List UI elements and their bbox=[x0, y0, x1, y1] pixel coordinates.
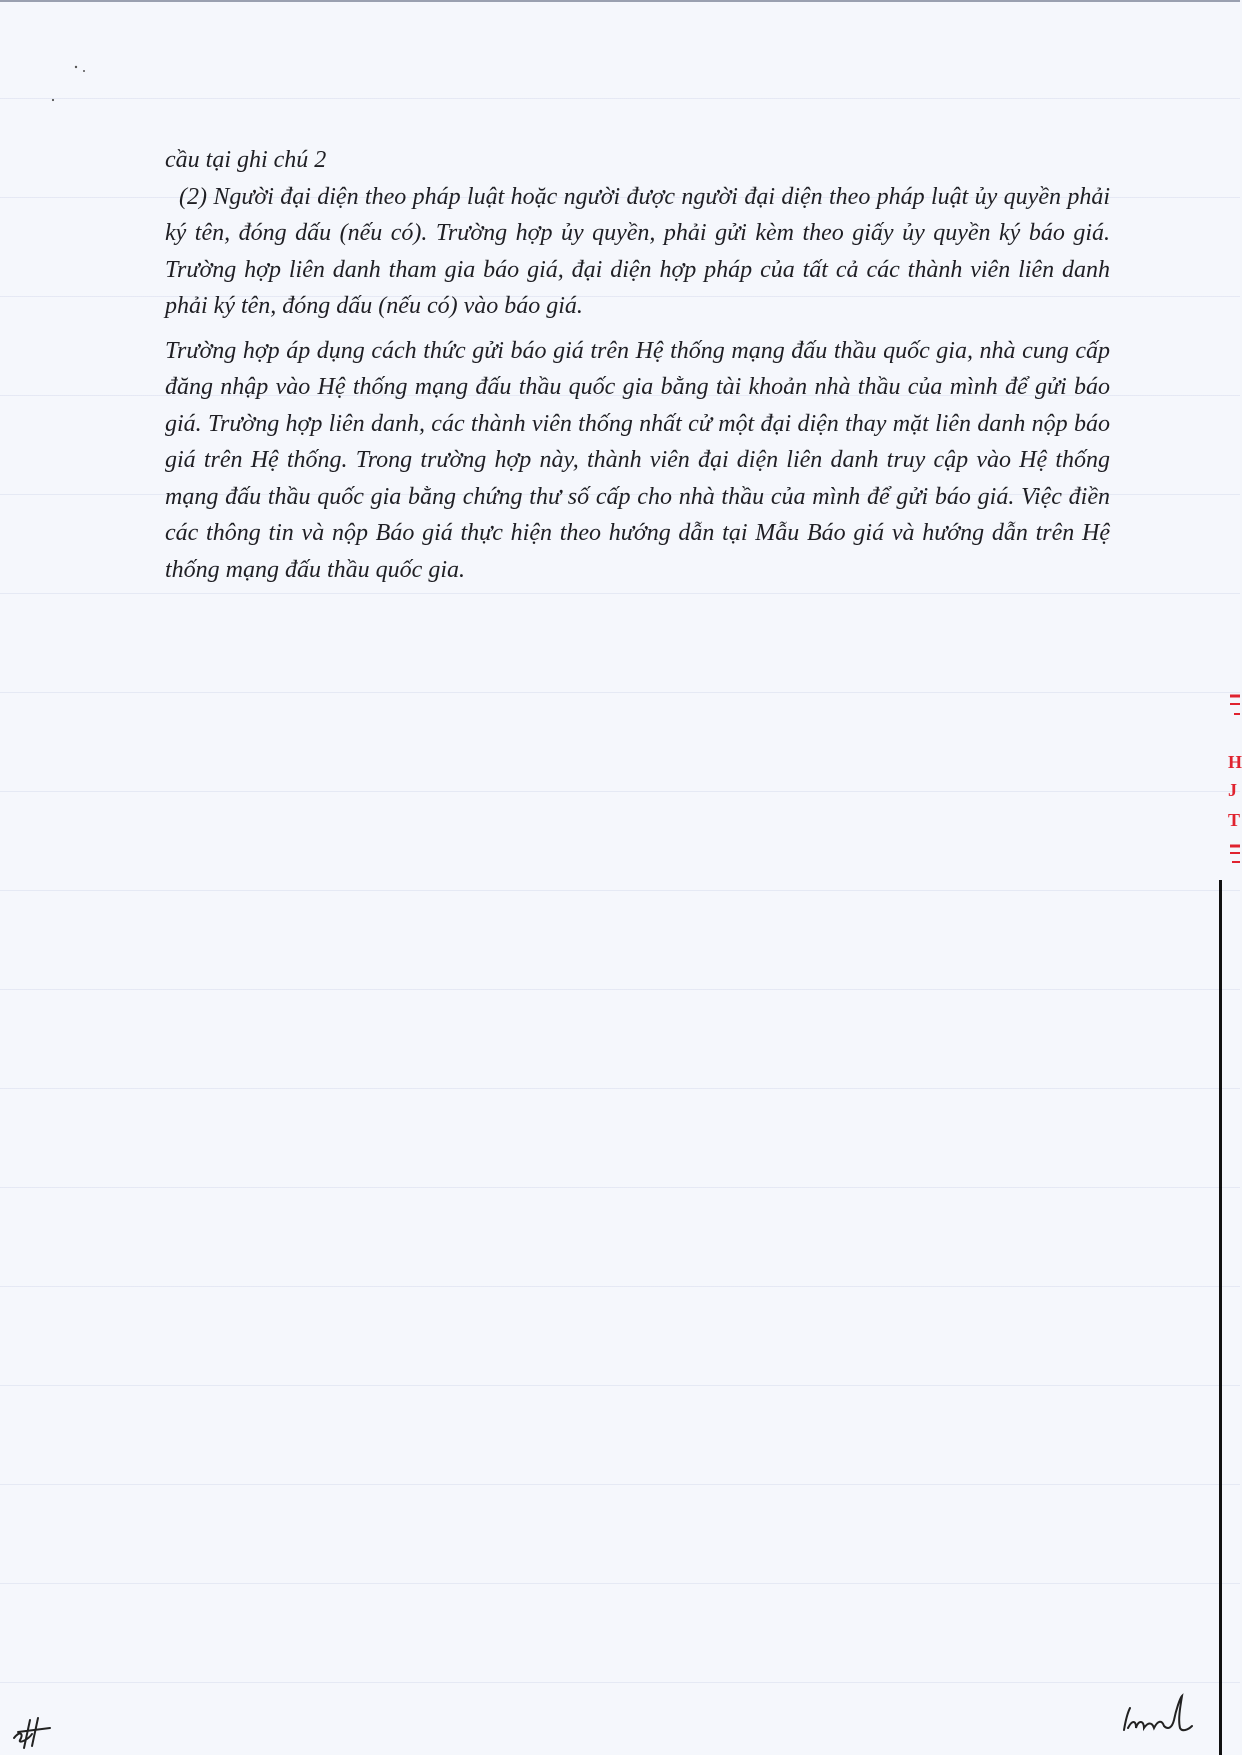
document-body bbox=[165, 142, 1110, 588]
stamp-letter-2: J bbox=[1228, 780, 1237, 800]
submission-guide-paragraph: Trường hợp áp dụng cách thức gửi báo giá trên Hệ thống mạng đấu thầu quốc gia, nhà cung cấp đăng nhập vào Hệ thống mạng đấu thầu quốc gia bằng tài khoản nhà thầu của mình để gửi báo giá. Trường hợp liên danh, các thành viên thống nhất cử một đại diện thay mặt liên danh nộp báo giá trên Hệ thống. Trong trường hợp này, thành viên đại diện liên danh truy cập vào Hệ thống mạng đấu thầu quốc gia bằng chứng thư số cấp cho nhà thầu của mình để gửi báo giá. Việc điền các thông tin và nộp Báo giá thực hiện theo hướng dẫn tại Mẫu Báo giá và hướng dẫn trên Hệ thống mạng đấu thầu quốc gia. bbox=[165, 337, 1110, 583]
note-2-paragraph: (2) Người đại diện theo pháp luật hoặc người được người đại diện theo pháp luật ủy quyền phải ký tên, đóng dấu (nếu có). Trường hợp ủy quyền, phải gửi kèm theo giấy ủy quyền ký báo giá. Trường hợp liên danh tham gia báo giá, đại diện hợp pháp của tất cả các thành viên liên danh phải ký tên, đóng dấu (nếu có) vào báo giá. bbox=[165, 183, 1110, 319]
stamp-mark-top bbox=[1228, 690, 1242, 730]
intro-paragraph: cầu tại ghi chú 2 bbox=[165, 147, 327, 173]
binding-edge-line bbox=[1219, 880, 1222, 1755]
red-stamp-fragment bbox=[1228, 690, 1240, 930]
stamp-mark-bottom bbox=[1228, 840, 1242, 880]
stamp-letter-1: H bbox=[1228, 752, 1242, 772]
scan-specks bbox=[50, 62, 100, 122]
initials-signature-right bbox=[1118, 1690, 1198, 1740]
top-edge-rule bbox=[0, 0, 1240, 2]
stamp-letter-3: T bbox=[1228, 810, 1241, 830]
initials-signature-left bbox=[10, 1690, 60, 1750]
